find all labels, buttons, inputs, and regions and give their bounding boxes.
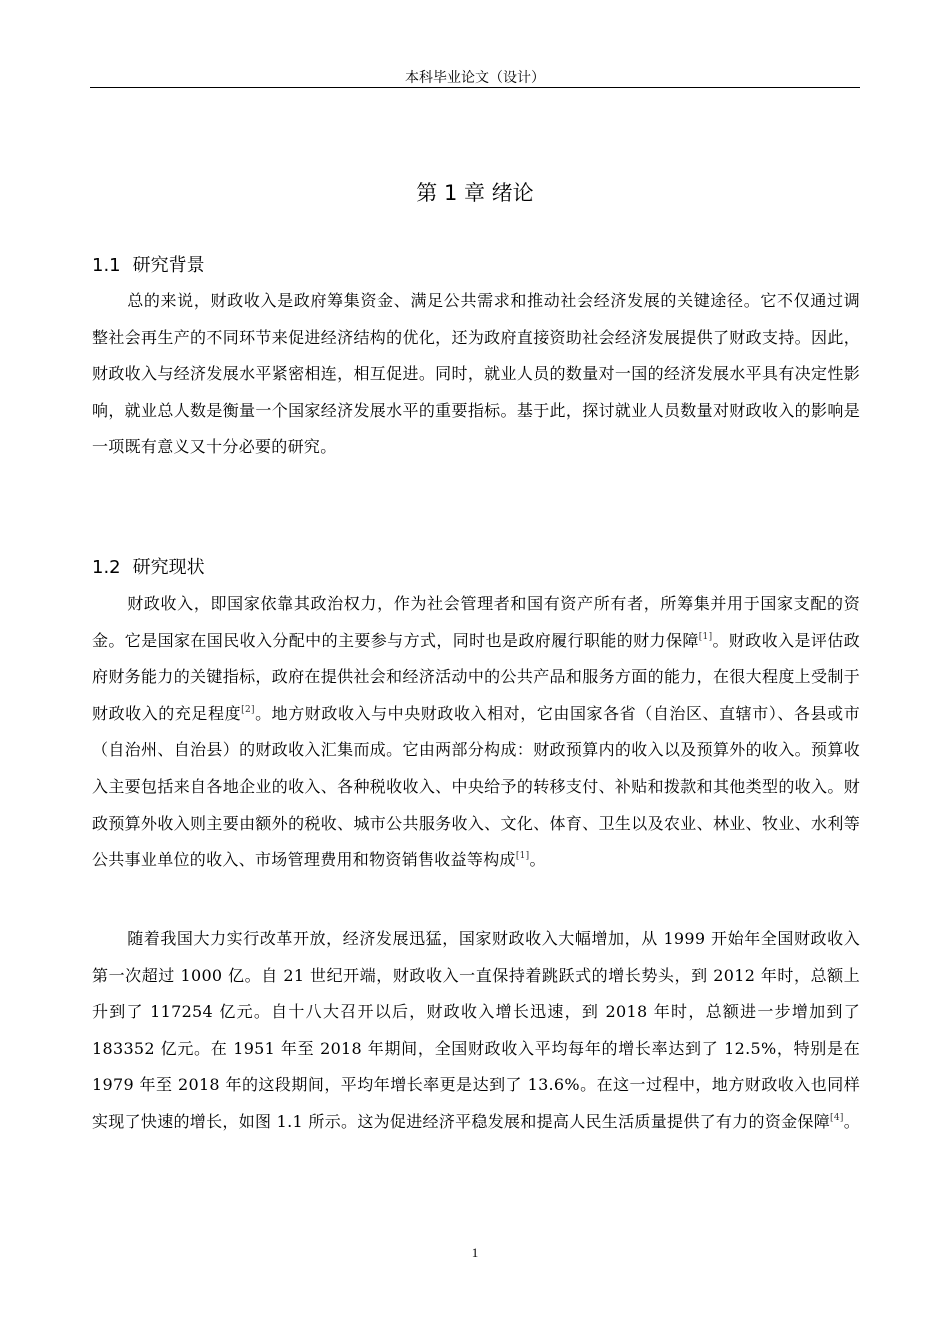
section-heading-1-2	[92, 555, 205, 581]
running-header: 本科毕业论文（设计）	[405, 70, 545, 86]
paragraph-status-2	[92, 921, 860, 1141]
citation-ref: [4]	[830, 1112, 844, 1123]
paragraph-text: 总的来说，财政收入是政府筹集资金、满足公共需求和推动社会经济发展的关键途径。它不仅通过调整社会再生产的不同环节来促进经济结构的优化，还为政府直接资助社会经济发展提供了财政支持。因此，财政收入与经济发展水平紧密相连，相互促进。同时，就业人员的数量对一国的经济发展水平具有决定性影响，就业总人数是衡量一个国家经济发展水平的重要指标。基于此，探讨就业人员数量对财政收入的影响是一项既有意义又十分必要的研究。	[92, 291, 860, 457]
paragraph-text: 。	[843, 1111, 860, 1131]
section-number: 1.1	[92, 255, 121, 276]
paragraph-text: 财政收入，即国家依靠其政治权力，作为社会管理者和国有资产所有者，所筹集并用于国家支配的资金。它是国家在国民收入分配中的主要参与方式，同时也是政府履行职能的财力保障	[92, 594, 860, 650]
paragraph-background	[92, 283, 860, 466]
paragraph-text: 随着我国大力实行改革开放，经济发展迅猛，国家财政收入大幅增加，从 1999 开始年全国财政收入第一次超过 1000 亿。自 21 世纪开端，财政收入一直保持着跳跃式的增长势头，到 2012 年时，总额上升到了 117254 亿元。自十八大召开以后，财政收入增长迅速，到 2018 年时，总额进一步增加到了 183352 亿元。在 1951 年至 2018 年期间，全国财政收入平均每年的增长率达到了 12.5%，特别是在 1979 年至 2018 年的这段期间，平均年增长率更是达到了 13.6%。在这一过程中，地方财政收入也同样实现了快速的增长，如图 1.1 所示。这为促进经济平稳发展和提高人民生活质量提供了有力的资金保障	[92, 929, 860, 1131]
section-number: 1.2	[92, 557, 121, 578]
citation-ref: [1]	[515, 851, 530, 862]
section-title-text: 研究现状	[132, 557, 205, 578]
header-rule	[90, 87, 860, 88]
paragraph-text: 。	[529, 850, 546, 870]
page-number: 1	[471, 1245, 479, 1260]
paragraph-text: 。地方财政收入与中央财政收入相对，它由国家各省（自治区、直辖市）、各县或市（自治州、自治县）的财政收入汇集而成。它由两部分构成：财政预算内的收入以及预算外的收入。预算收入主要包括来自各地企业的收入、各种税收收入、中央给予的转移支付、补贴和拨款和其他类型的收入。财政预算外收入则主要由额外的税收、城市公共服务收入、文化、体育、卫生以及农业、林业、牧业、水利等公共事业单位的收入、市场管理费用和物资销售收益等构成	[92, 703, 860, 870]
citation-ref: [2]	[241, 704, 255, 715]
chapter-title: 第 1 章 绪论	[416, 181, 534, 205]
section-title-text: 研究背景	[132, 255, 205, 276]
paragraph-status-1	[92, 586, 860, 879]
paragraph-text: 。财政收入是评估政府财务能力的关键指标，政府在提供社会和经济活动中的公共产品和服务方面的能力，在很大程度上受制于财政收入的充足程度	[92, 630, 860, 723]
citation-ref: [1]	[698, 631, 713, 642]
section-heading-1-1	[92, 253, 205, 279]
